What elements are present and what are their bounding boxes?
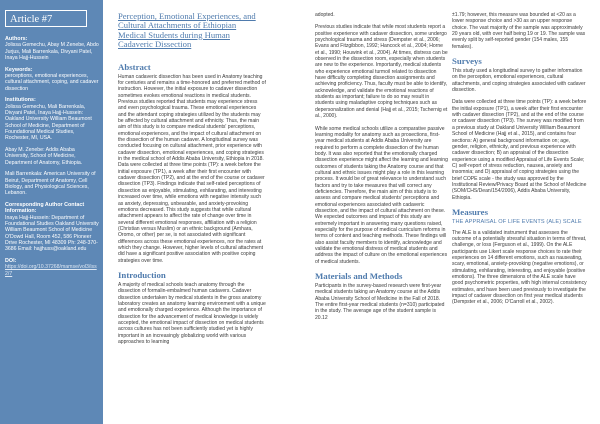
article-sidebar <box>0 0 103 424</box>
sidebar-body <box>5 36 100 282</box>
authors-heading: Authors: <box>5 36 28 42</box>
authors-list: Jolissa Gemechu, Abay M Zenebe, Abdo Jurjus, Mali Barrenkala, Divyani Patel, Inaya Hajj-Hussein <box>5 42 99 61</box>
contact-heading: Corresponding Author Contact Information: <box>5 202 85 215</box>
methods-heading: Materials and Methods <box>315 271 403 282</box>
methods-text: Participants in the survey-based research were first-year medical students taking an Anatomy course at the Addis Ababa University School of Medicine in the Fall of 2018. The entire first-year medical students (n=310) participated in the study. The average age of the student sample is 20.12 <box>315 283 445 321</box>
column-3-paragraph-1: ±1.79; however, this measure was bounded at <20 as a lower response choice and >30 as an upper response choice. The vast majority of the sample was approximately 20 years old, with over half being 19 or 19. The sample was evenly split by self-reported gender (154 males, 155 females). <box>452 12 586 50</box>
column-2-paragraph-3: While some medical schools utilize a comparative passive learning modality for anatomy such as prosections, first-year medical students at Addis Ababa University are required to perform a complete dissection of the human body. It was also reported that the emotionally charged dissection experience might affect the learning and learning outcomes of students taking the Anatomy course and that cultural and ethnic issues might play a role in this learning process. It would be of great relevance to understand such factors and try to take measures that will correct any deficiencies. Therefore, the main aim of this study is to assess and compare medical students' perceptions and emotional experiences associated with cadaveric dissection, and the impact of cultural attachment on these. We expected outcomes and impact of this study are extremely important in answering many questions raised, especially for the purpose of medical curriculum reforms in terms of content and teaching methods. These findings will also assist faculty members to identify, acknowledge and validate the emotional distress of medical students and address the impact of culture on the emotional experiences of medical students. <box>315 125 448 265</box>
column-1 <box>118 12 266 351</box>
abstract-text: Human cadaveric dissection has been used in Anatomy teaching for centuries and remains a time-honored and preferred method of instruction. However, the initial exposure to cadaver dissection sometimes evokes emotional reactions in medical students. Previous studies reported that students may experience stress and even psychological trauma. These emotional experiences and the attendant coping strategies utilized by the students may be affected by cultural attachment and ethnicity. Thus, the main aim of this study is to compare medical students' perceptions, emotional experiences, and the impact of cultural attachment on the dissection of the human cadaver. A longitudinal survey was conducted focusing on cultural attachment, prior experience with cadaver dissection, emotional experiences, and coping strategies in the medical school of Addis Ababa University, Ethiopia in 2018. Data were collected at three time points (TP): a week before the initial exposure (TP1), a week after their first encounter with cadaver dissection (TP2), and at the end of the course or cadaver dissection (TP3). Findings indicate that self-rated perceptions of dissection as enjoyable, stimulating, exhilarating, and interesting increased over time, while emotions with negative intensity such as anxiety, depressing, unbearable, and anxiety-provoking emotions decreased. This study suggests that while cultural attachment appears to affect the rate of change over time in several different emotional responses, affiliation with a religion (Christian versus Muslim) or an ethnic background (Amhara, Oromo, or other) per se, is not associated with significant differences across these emotional experiences, nor the rates at which they change. However, higher levels of cultural attachment did have a significant positive association with positive coping strategies over time. <box>118 73 266 264</box>
article-number-label: Article #7 <box>5 10 87 27</box>
surveys-heading: Surveys <box>452 56 482 67</box>
institution-1: Jolissa Gemechu, Mali Barrenkala, Divyani Patel, Inaya Hajj-Hussein: Oakland University William Beaumont School of Medicine, Department of Foundational Medical Studies, Rochester, MI, USA. <box>5 103 92 142</box>
article-title[interactable]: Perception, Emotional Experiences, and Cultural Attachments of Ethiopian Medical Students during Human Cadaveric Dissection <box>118 11 256 50</box>
surveys-paragraph-1: This study used a longitudinal survey to gather information on the perception, emotional experiences, cultural attachments, and coping strategies associated with cadaver dissection. <box>452 68 586 94</box>
introduction-heading: Introduction <box>118 269 166 280</box>
column-2-paragraph-1: adopted. <box>315 12 335 18</box>
doi-heading: DOI: <box>5 257 17 264</box>
institutions-heading: Institutions: <box>5 97 36 104</box>
institution-3: Mali Barrenkala: American University of Beirut, Department of Anatomy, Cell Biology, and Physiological Sciences, Lebanon. <box>5 171 96 197</box>
column-3 <box>452 12 587 312</box>
keywords-list: perceptions, emotional experiences, cultural attachment, coping, and cadaver dissection <box>5 72 99 92</box>
column-2 <box>315 12 448 327</box>
doi-link[interactable]: https://doi.org/10.37268/mamse/vol3/iss2/7 <box>5 264 97 277</box>
measures-heading: Measures <box>452 206 488 217</box>
keywords-heading: Keywords: <box>5 66 33 73</box>
ale-subheading: THE APPRAISAL OF LIFE EVENTS (ALE) SCALE <box>452 218 582 225</box>
ale-text: The ALE is a validated instrument that assesses the outcome of a potentially stressful situation in terms of threat, challenge, or loss (Ferguson et al., 1999). On the ALE participants use Likert scale response choices to rate their experiences on 14 different emotions, such as nauseating, scary, emotional, anxiety-provoking (negative emotions), or stimulating, exhilarating, interesting, and enjoyable (positive emotions). The three dimensions of the ALE scale have good psychometric properties, with high internal consistency estimates, and have been used previously to investigate the impact of cadaver dissection on first year medical students (Dempster et al., 2006; O'Carroll et al., 2002). <box>452 229 587 306</box>
introduction-text: A majority of medical schools teach anatomy through the dissection of formalin-embalmed human cadavers. Cadaver dissection undertaken by medical students in the gross anatomy laboratory creates an anatomy learning environment with a unique and emotionally charged experience. Although the importance of dissection for the advancement of medical knowledge is widely accepted, the emotional impact of dissection on medical students across cultures has not been sufficiently studied yet is highly important in an increasingly globalizing world with various approaches to learning <box>118 281 266 346</box>
contact-info: Inaya Hajj-Hussein: Department of Foundational Studies Oakland University William Beaumont School of Medicine O'Dowd Hall, Room 452, 586 Pioneer Drive Rochester, MI 48309 Ph: 248-370-3686 Email: hajjhuss@oakland.edu <box>5 214 99 253</box>
abstract-heading: Abstract <box>118 61 151 72</box>
column-2-paragraph-2: Previous studies indicate that while most students report a positive experience with cadaver dissection, some undergo psychological trauma and stress (Dempster et al., 2006; Evans and Fitzgibbon, 1992; Hancock et al., 2004; Horne et al., 1990; Houwink et al., 2004). At times, distress can be observed in the dissection room, especially when students are new to the experience. Importantly, medical students who experience emotional turmoil related to dissection have difficulty completing dissection assignments and achieving proficiency. Thus, faculty must be able to identify, acknowledge, and validate the emotional reactions of students as important; failure to do so may result in students using maladaptive coping techniques such as depersonalization and denial (Hajj et al., 2015; Tschernig et al., 2000). <box>315 24 448 120</box>
surveys-paragraph-2: Data were collected at three time points (TP): a week before the initial exposure (TP1), a week after their first encounter with cadaver dissection (TP2), and at the end of the course or cadaver dissection (TP3). The survey was modified from a previous study at Oakland University William Beaumont School of Medicine (Hajj et al., 2015), and contains four sections: A) general background information on; age, gender, religion, ethnicity, and previous experience with cadaver dissection; B) an appraisal of the dissection experience using a modified Appraisal of Life Events Scale; C) self-report of stress reduction, nausea, anxiety and insomnia; and D) appraisal of coping strategies using the brief COPE scale - the study was approved by the Institutional Review/Privacy Board at the School of Medicine (SOM/CHS/Dean/154/2006), Addis Ababa University, Ethiopia. <box>452 99 587 201</box>
institution-2: Abay M. Zenebe: Addis Ababa University, School of Medicine, Department of Anatomy, Ethiopia. <box>5 146 83 166</box>
